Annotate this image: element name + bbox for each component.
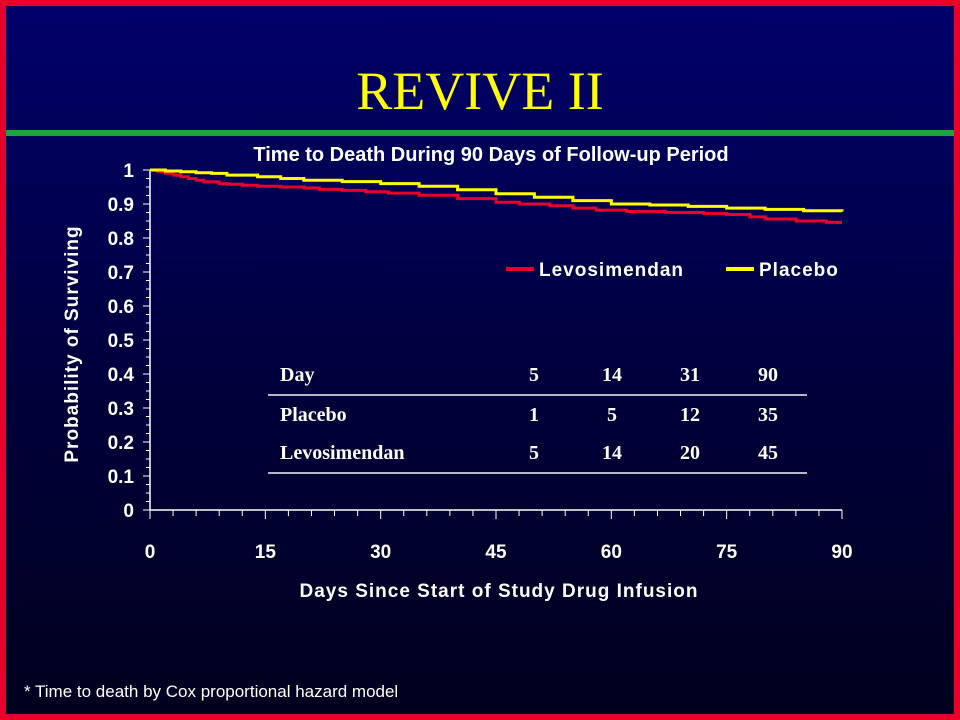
legend-label-placebo: Placebo bbox=[759, 260, 839, 281]
table-cell: 45 bbox=[729, 434, 807, 473]
series-lines bbox=[150, 170, 842, 222]
y-tick-label: 0.1 bbox=[107, 467, 134, 488]
y-tick-label: 1 bbox=[123, 161, 134, 182]
footnote: * Time to death by Cox proportional hazard model bbox=[24, 682, 399, 701]
y-tick-label: 0.6 bbox=[107, 297, 134, 318]
y-tick-label: 0.9 bbox=[107, 195, 134, 216]
x-tick-label: 45 bbox=[485, 542, 507, 563]
legend bbox=[506, 260, 839, 281]
x-axis-label: Days Since Start of Study Drug Infusion bbox=[299, 581, 699, 602]
x-tick-label: 60 bbox=[600, 542, 622, 563]
y-tick-label: 0.5 bbox=[107, 331, 134, 352]
y-tick-label: 0.8 bbox=[107, 229, 134, 250]
series-line-placebo bbox=[150, 170, 842, 212]
x-tick-label: 75 bbox=[716, 542, 738, 563]
x-tick-label: 15 bbox=[254, 542, 276, 563]
table-cell: 5 bbox=[607, 403, 617, 426]
table-row-label: Placebo bbox=[280, 403, 347, 426]
table-header-day: 90 bbox=[729, 356, 807, 395]
table-row bbox=[268, 395, 807, 434]
deaths-table bbox=[268, 356, 807, 474]
y-tick-label: 0 bbox=[123, 501, 134, 522]
x-tick-label: 0 bbox=[144, 542, 156, 563]
table-header-day: 14 bbox=[573, 356, 651, 395]
chart-title: Time to Death During 90 Days of Follow-up Period bbox=[253, 144, 729, 166]
legend-label-levosimendan: Levosimendan bbox=[539, 260, 685, 281]
series-line-levosimendan bbox=[150, 170, 842, 222]
y-tick-labels bbox=[108, 161, 135, 522]
table-header-day: 5 bbox=[495, 356, 573, 395]
x-tick-label: 30 bbox=[370, 542, 392, 563]
table-cell: 1 bbox=[529, 403, 539, 426]
y-tick-label: 0.3 bbox=[107, 399, 134, 420]
table-row bbox=[268, 434, 807, 473]
y-tick-label: 0.4 bbox=[107, 365, 134, 386]
table-cell: 35 bbox=[758, 403, 778, 426]
table-cell: 5 bbox=[495, 434, 573, 473]
slide-title: REVIVE II bbox=[356, 61, 604, 121]
table-cell: 14 bbox=[573, 434, 651, 473]
y-axis-label: Probability of Surviving bbox=[62, 225, 83, 463]
table-cell: 20 bbox=[651, 434, 729, 473]
y-tick-label: 0.2 bbox=[107, 433, 134, 454]
table-header-day: 31 bbox=[651, 356, 729, 395]
table-row-label: Levosimendan bbox=[268, 434, 495, 473]
x-tick-labels bbox=[145, 542, 853, 563]
table-header-row bbox=[268, 356, 807, 395]
table-header-label: Day bbox=[268, 356, 495, 395]
table-cell: 12 bbox=[680, 403, 700, 426]
y-tick-label: 0.7 bbox=[107, 263, 134, 284]
x-tick-label: 90 bbox=[831, 542, 853, 563]
